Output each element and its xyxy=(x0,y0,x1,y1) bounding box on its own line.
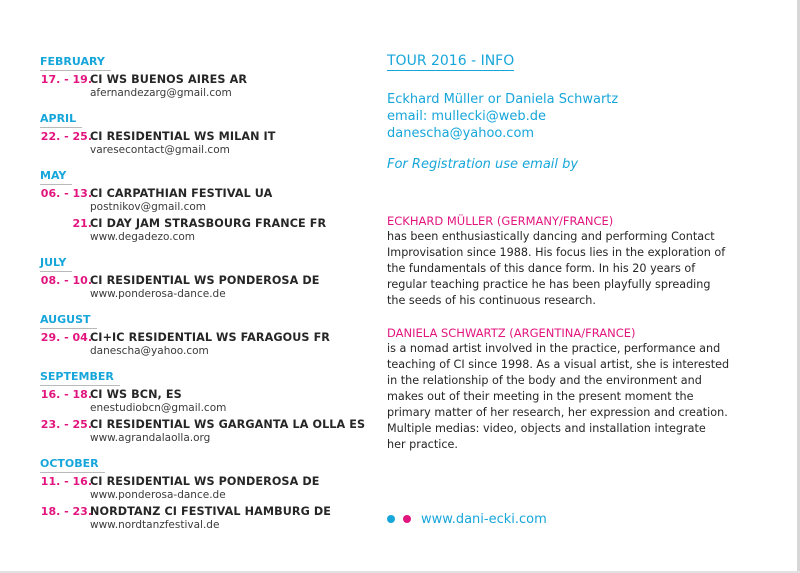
event-date: 23. - 25. xyxy=(40,418,92,431)
info-title: TOUR 2016 - INFO xyxy=(387,53,515,69)
month-group-may xyxy=(40,164,370,247)
event-title: CI RESIDENTIAL WS MILAN IT xyxy=(90,130,276,143)
month-group-october xyxy=(40,452,370,535)
event-title: CI RESIDENTIAL WS PONDEROSA DE xyxy=(90,475,320,488)
blue-dot-icon xyxy=(387,515,395,523)
event-item xyxy=(40,418,370,448)
bio-line: teaching of CI since 1998. As a visual artist, she is interested xyxy=(387,358,730,371)
event-contact: www.ponderosa-dance.de xyxy=(90,489,226,501)
bio-line: the seeds of his continuous research. xyxy=(387,294,596,307)
bio-name-eckhard: ECKHARD MÜLLER (GERMANY/FRANCE) xyxy=(387,214,614,228)
month-heading: SEPTEMBER xyxy=(40,370,120,386)
event-date: 22. - 25. xyxy=(40,130,92,143)
bio-text-eckhard xyxy=(387,229,757,309)
event-item xyxy=(40,187,370,217)
website-link[interactable]: www.dani-ecki.com xyxy=(421,511,547,527)
event-title: CI DAY JAM STRASBOURG FRANCE FR xyxy=(90,217,327,230)
month-group-september xyxy=(40,365,370,448)
month-heading: APRIL xyxy=(40,112,82,128)
month-heading: MAY xyxy=(40,169,72,185)
event-contact: danescha@yahoo.com xyxy=(90,345,209,357)
bio-line: makes out of their meeting in the present moment the xyxy=(387,390,694,403)
contact-block xyxy=(387,91,757,142)
month-heading: FEBRUARY xyxy=(40,55,111,71)
event-title: NORDTANZ CI FESTIVAL HAMBURG DE xyxy=(90,505,332,518)
event-title: CI+IC RESIDENTIAL WS FARAGOUS FR xyxy=(90,331,331,344)
month-heading: OCTOBER xyxy=(40,457,105,473)
bio-line: primary matter of her research, her expression and creation. xyxy=(387,406,728,419)
month-heading: JULY xyxy=(40,256,72,272)
event-contact: afernandezarg@gmail.com xyxy=(90,87,232,99)
event-date: 06. - 13. xyxy=(40,187,92,200)
event-title: CI CARPATHIAN FESTIVAL UA xyxy=(90,187,273,200)
contact-email: email: mullecki@web.de xyxy=(387,109,547,124)
bio-line: is a nomad artist involved in the practice, performance and xyxy=(387,342,721,355)
event-date: 18. - 23. xyxy=(40,505,92,518)
event-title: CI RESIDENTIAL WS PONDEROSA DE xyxy=(90,274,320,287)
event-item xyxy=(40,505,370,535)
event-date: 16. - 18. xyxy=(40,388,92,401)
tour-schedule xyxy=(40,50,370,539)
bio-name-daniela: DANIELA SCHWARTZ (ARGENTINA/FRANCE) xyxy=(387,326,636,340)
event-item xyxy=(40,475,370,505)
bio-line: has been enthusiastically dancing and performing Contact xyxy=(387,230,715,243)
event-item xyxy=(40,274,370,304)
month-group-april xyxy=(40,107,370,160)
pink-dot-icon xyxy=(403,515,411,523)
contact-email-secondary: danescha@yahoo.com xyxy=(387,126,535,141)
event-contact: www.agrandalaolla.org xyxy=(90,432,211,444)
event-contact: enestudiobcn@gmail.com xyxy=(90,402,227,414)
registration-note: For Registration use email by xyxy=(387,157,579,172)
bio-line: regular teaching practice he has been playfully spreading xyxy=(387,278,711,291)
bio-line: her practice. xyxy=(387,438,458,451)
event-contact: postnikov@gmail.com xyxy=(90,201,207,213)
bio-text-daniela xyxy=(387,341,757,453)
event-item xyxy=(40,73,370,103)
event-date: 11. - 16. xyxy=(40,475,92,488)
event-date: 21. xyxy=(72,217,92,230)
tour-info xyxy=(387,50,757,453)
event-date: 17. - 19. xyxy=(40,73,92,86)
bio-line: Multiple medias: video, objects and installation integrate xyxy=(387,422,706,435)
bio-line: in the relationship of the body and the environment and xyxy=(387,374,702,387)
month-group-july xyxy=(40,251,370,304)
event-contact: www.nordtanzfestival.de xyxy=(90,519,220,531)
event-item xyxy=(40,130,370,160)
event-date: 08. - 10. xyxy=(40,274,92,287)
website-footer xyxy=(387,510,547,528)
event-title: CI WS BUENOS AIRES AR xyxy=(90,73,248,86)
bio-line: the fundamentals of this dance form. In his 20 years of xyxy=(387,262,696,275)
event-item xyxy=(40,217,370,247)
event-date: 29. - 04. xyxy=(40,331,92,344)
event-item xyxy=(40,388,370,418)
event-contact: www.degadezo.com xyxy=(90,231,195,243)
bio-line: Improvisation since 1988. His focus lies in the exploration of xyxy=(387,246,726,259)
event-contact: varesecontact@gmail.com xyxy=(90,144,230,156)
event-contact: www.ponderosa-dance.de xyxy=(90,288,226,300)
month-group-february xyxy=(40,50,370,103)
event-title: CI WS BCN, ES xyxy=(90,388,182,401)
contact-names: Eckhard Müller or Daniela Schwartz xyxy=(387,92,619,107)
event-title: CI RESIDENTIAL WS GARGANTA LA OLLA ES xyxy=(90,418,366,431)
event-item xyxy=(40,331,370,361)
month-heading: AUGUST xyxy=(40,313,97,329)
month-group-august xyxy=(40,308,370,361)
